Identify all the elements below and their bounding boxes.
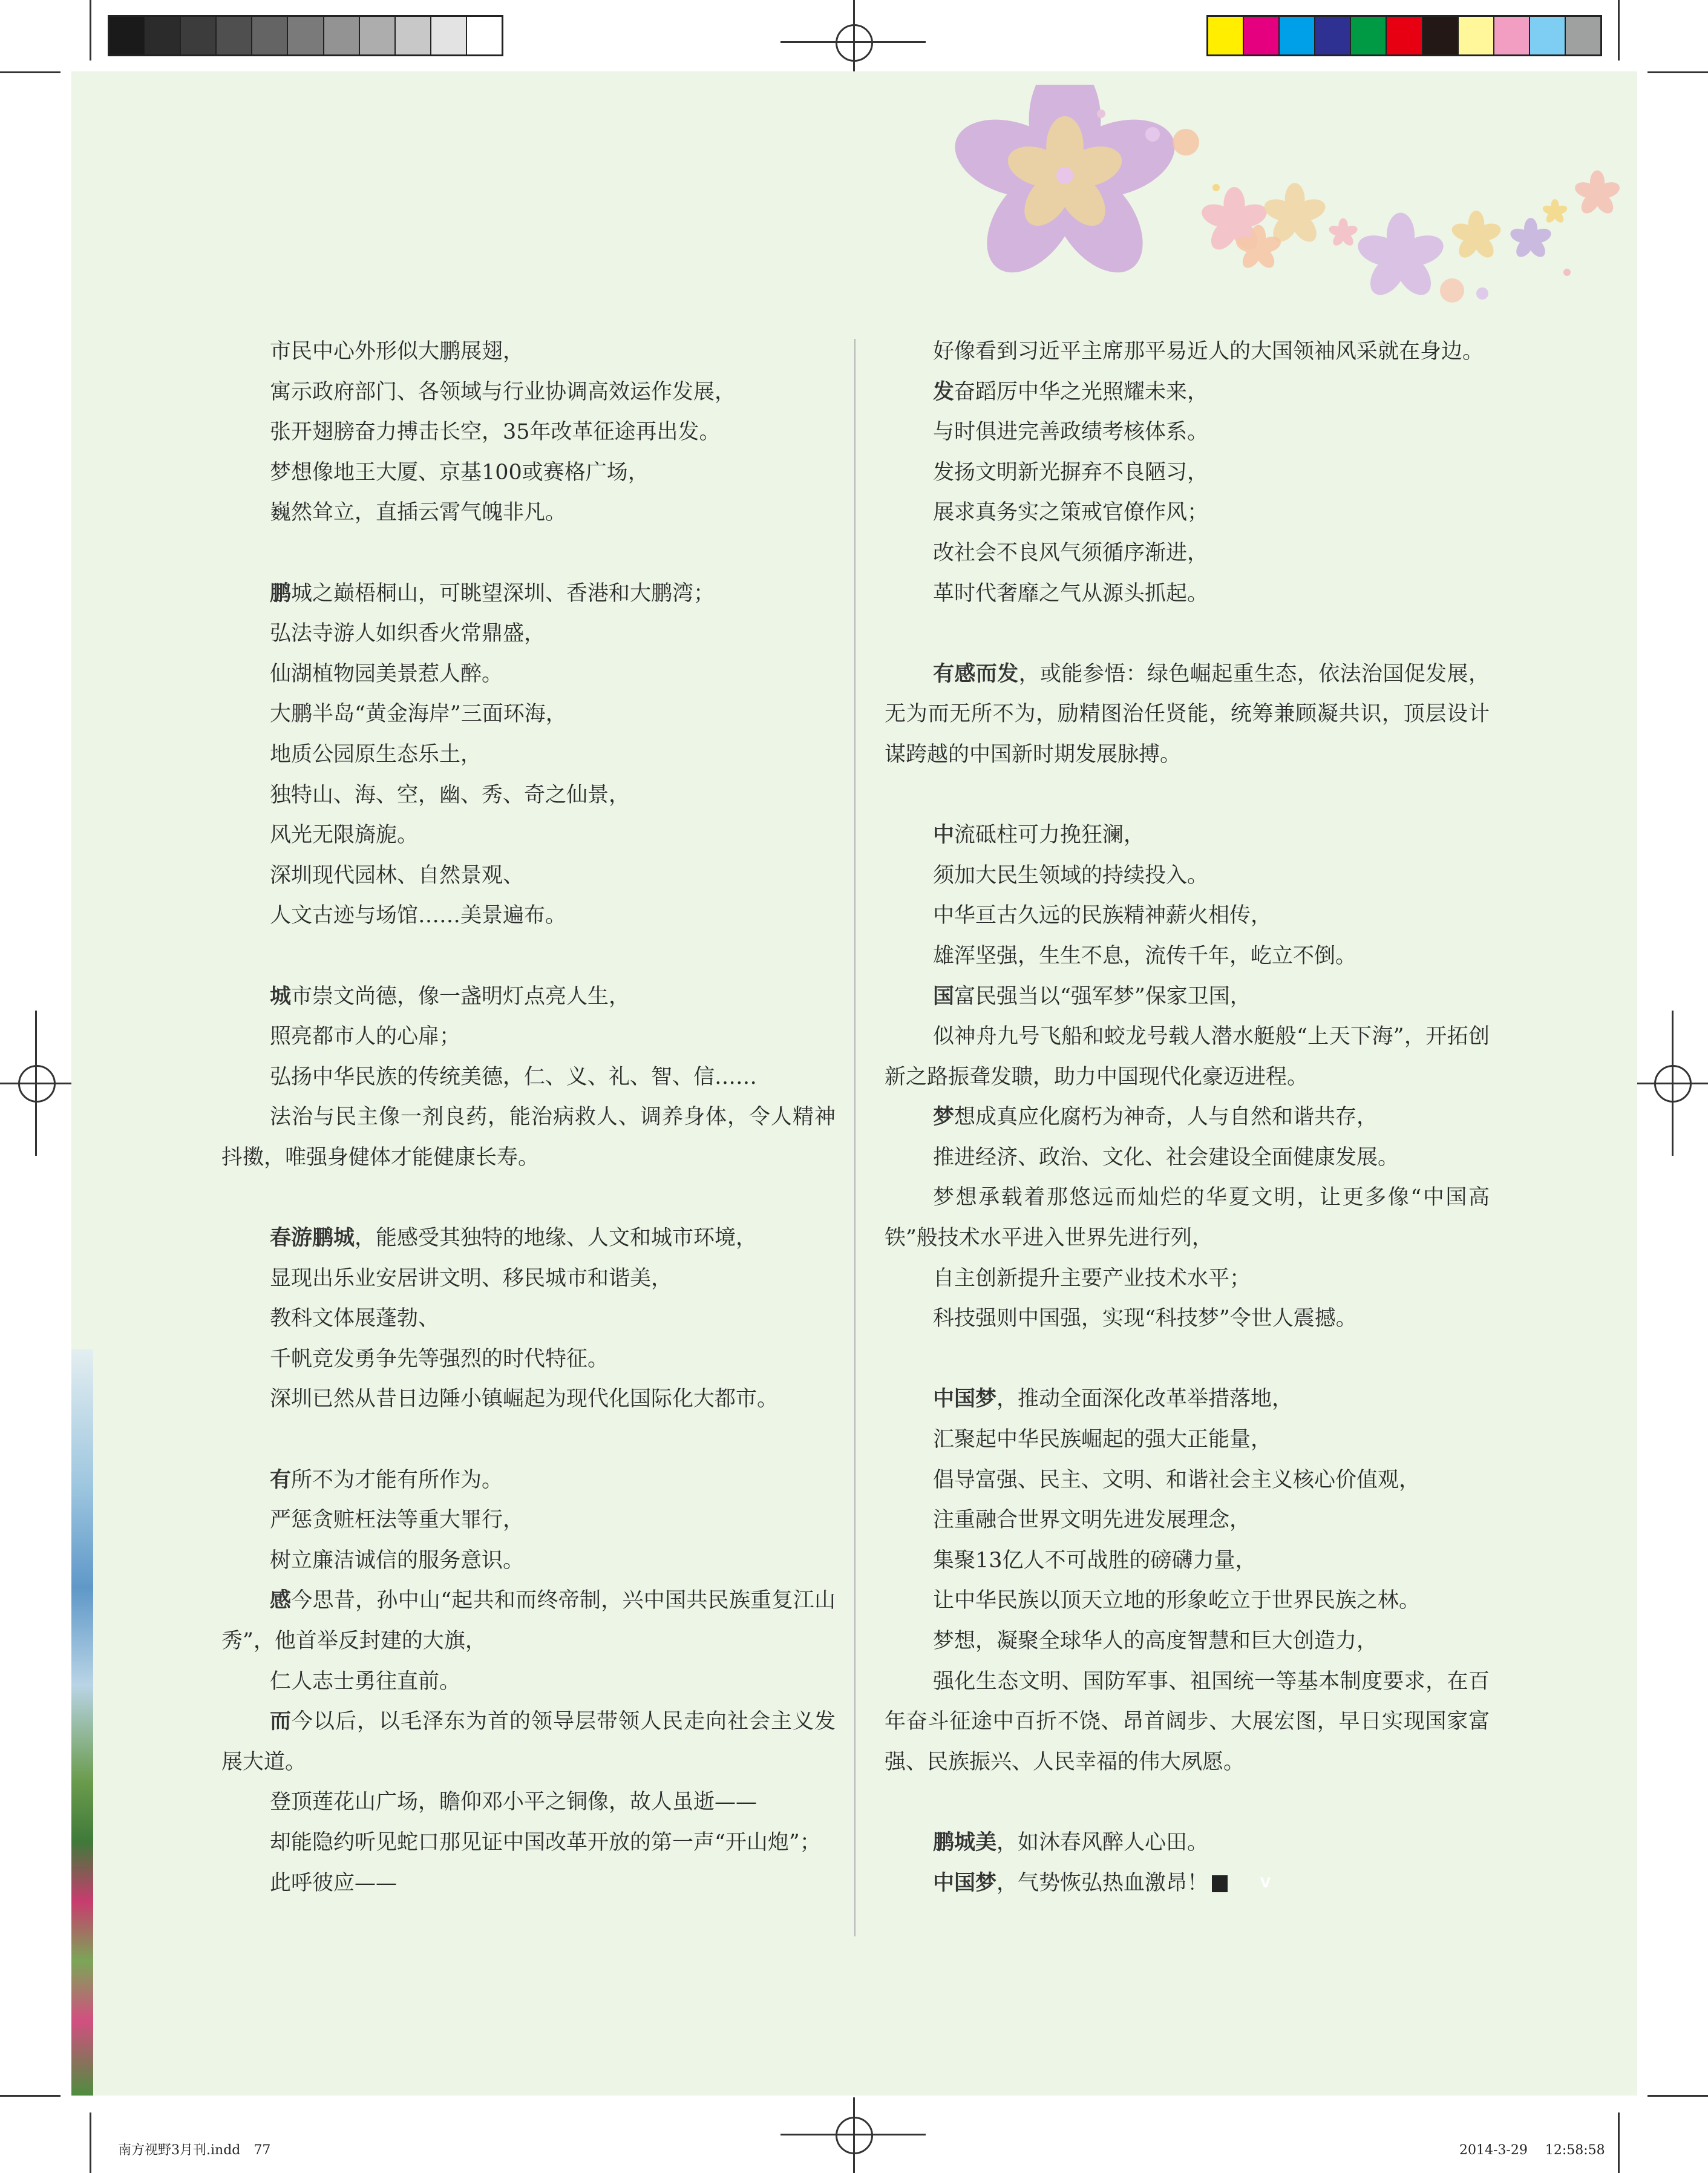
lead-emphasis: 中国梦 <box>933 1387 997 1412</box>
text-line <box>885 453 1490 493</box>
crop-mark <box>90 0 91 61</box>
line-text: 法治与民主像一剂良药，能治病救人、调养身体，令人精神抖擞，唯强身健体才能健康长寿。 <box>221 1105 836 1170</box>
text-line <box>885 1138 1490 1178</box>
calibration-swatch <box>110 17 145 54</box>
paragraph-gap <box>221 533 836 574</box>
line-text: 奋蹈厉中华之光照耀未来， <box>954 379 1209 404</box>
line-text: 梦想承载着那悠远而灿烂的华夏文明，让更多像“中国高铁”般技术水平进入世界先进行列， <box>885 1185 1490 1251</box>
left-text-column <box>221 332 836 1903</box>
text-line <box>221 372 836 413</box>
text-line <box>221 1218 836 1259</box>
line-text: ，或能参悟：绿色崛起重生态，依法治国促发展，无为而无所不为，励精图治任贤能，统筹兼顾凝共识，顶层设计谋跨越的中国新时期发展脉搏。 <box>885 661 1490 767</box>
text-line <box>221 856 836 896</box>
text-line <box>221 1460 836 1501</box>
text-line <box>221 977 836 1017</box>
text-line <box>221 1541 836 1581</box>
text-line <box>885 977 1490 1017</box>
line-text: 大鹏半岛“黄金海岸”三面环海， <box>270 702 567 727</box>
calibration-swatch <box>1494 17 1530 54</box>
line-text: 所不为才能有所作为。 <box>291 1467 503 1492</box>
line-text: 巍然耸立，直插云霄气魄非凡。 <box>270 500 567 525</box>
text-line <box>221 1581 836 1661</box>
text-line <box>885 1581 1490 1621</box>
lead-emphasis: 有感而发 <box>933 661 1019 686</box>
footer-file-info: 南方视野3月刊.indd 77 <box>118 2143 271 2158</box>
lead-emphasis: 中国梦 <box>933 1870 997 1895</box>
lead-emphasis: 城 <box>270 984 292 1009</box>
line-text: 仙湖植物园美景惹人醉。 <box>270 661 503 686</box>
calibration-swatch <box>1566 17 1600 54</box>
line-text: 登顶莲花山广场，瞻仰邓小平之铜像，故人虽逝—— <box>270 1790 757 1815</box>
line-text: 发扬文明新光摒弃不良陋习， <box>933 460 1209 485</box>
text-line <box>221 896 836 936</box>
text-line <box>221 735 836 775</box>
calibration-swatch <box>431 17 467 54</box>
text-line <box>885 1460 1490 1501</box>
line-text: 仁人志士勇往直前。 <box>270 1669 461 1694</box>
lead-emphasis: 春游鹏城 <box>270 1226 355 1251</box>
text-line <box>221 614 836 654</box>
line-text: 流砥柱可力挽狂澜， <box>954 823 1145 848</box>
line-text: 今以后，以毛泽东为首的领导层带领人民走向社会主义发展大道。 <box>221 1709 836 1774</box>
text-line <box>885 372 1490 413</box>
text-line <box>885 332 1490 372</box>
calibration-swatch <box>324 17 360 54</box>
text-line <box>885 1097 1490 1138</box>
line-text: 弘法寺游人如织香火常鼎盛， <box>270 621 546 646</box>
lead-emphasis: 有 <box>270 1467 292 1492</box>
text-line <box>221 453 836 493</box>
calibration-swatch <box>1208 17 1244 54</box>
text-line <box>885 1017 1490 1097</box>
line-text: 严惩贪赃枉法等重大罪行， <box>270 1508 525 1533</box>
line-text: ，推动全面深化改革举措落地， <box>996 1387 1294 1412</box>
lead-emphasis: 感 <box>270 1588 292 1613</box>
line-text: 照亮都市人的心扉； <box>270 1024 461 1049</box>
line-text: 自主创新提升主要产业技术水平； <box>933 1266 1251 1291</box>
text-line <box>221 1017 836 1057</box>
line-text: 想成真应化腐朽为神奇，人与自然和谐共存， <box>954 1105 1378 1130</box>
line-text: 城之巅梧桐山，可眺望深圳、香港和大鹏湾； <box>291 581 715 606</box>
text-line <box>885 1299 1490 1339</box>
calibration-swatch <box>217 17 252 54</box>
line-text: 教科文体展蓬勃、 <box>270 1306 440 1331</box>
line-text: ，气势恢弘热血激昂！ <box>996 1870 1209 1895</box>
column-divider <box>854 339 856 1936</box>
calibration-swatch <box>1459 17 1494 54</box>
text-line <box>885 815 1490 856</box>
line-text: 好像看到习近平主席那平易近人的大国领袖风采就在身边。 <box>933 339 1484 364</box>
line-text: 今思昔，孙中山“起共和而终帝制，兴中国共民族重复江山秀”，他首举反封建的大旗， <box>221 1588 836 1653</box>
line-text: 此呼彼应—— <box>270 1870 398 1895</box>
paragraph-gap <box>221 936 836 977</box>
text-line <box>221 1823 836 1863</box>
line-text: 弘扬中华民族的传统美德，仁、义、礼、智、信…… <box>270 1064 757 1089</box>
calibration-swatch <box>288 17 324 54</box>
text-line <box>885 896 1490 936</box>
line-text: 张开翅膀奋力搏击长空，35年改革征途再出发。 <box>270 420 721 445</box>
line-text: 市民中心外形似大鹏展翅， <box>270 339 525 364</box>
lead-emphasis: 鹏城美 <box>933 1830 997 1855</box>
line-text: 推进经济、政治、文化、社会建设全面健康发展。 <box>933 1145 1399 1170</box>
crop-mark <box>90 2112 91 2173</box>
registration-line <box>853 0 855 71</box>
text-line <box>221 1379 836 1420</box>
line-text: 树立廉洁诚信的服务意识。 <box>270 1548 525 1573</box>
end-mark-icon: V <box>1212 1875 1228 1892</box>
flower-decoration <box>944 85 1646 315</box>
line-text: 集聚13亿人不可战胜的磅礴力量， <box>933 1548 1257 1573</box>
line-text: 改社会不良风气须循序渐进， <box>933 540 1209 565</box>
text-line <box>221 1259 836 1299</box>
registration-line <box>780 41 926 43</box>
text-line <box>885 533 1490 574</box>
text-line <box>885 1500 1490 1541</box>
paragraph-gap <box>885 1782 1490 1823</box>
calibration-swatch <box>1315 17 1351 54</box>
text-line <box>885 1662 1490 1783</box>
side-photo-strip <box>71 1349 93 2096</box>
lead-emphasis: 而 <box>270 1709 292 1734</box>
line-text: 市崇文尚德，像一盏明灯点亮人生， <box>291 984 630 1009</box>
text-line <box>221 1097 836 1178</box>
line-text: 倡导富强、民主、文明、和谐社会主义核心价值观， <box>933 1467 1421 1492</box>
text-line <box>221 1339 836 1380</box>
footer-timestamp: 2014-3-29 12:58:58 <box>1459 2143 1605 2158</box>
text-line <box>221 574 836 614</box>
text-line <box>221 654 836 695</box>
line-text: 汇聚起中华民族崛起的强大正能量， <box>933 1427 1272 1452</box>
line-text: 梦想，凝聚全球华人的高度智慧和巨大创造力， <box>933 1629 1378 1653</box>
text-line <box>221 1702 836 1782</box>
text-line <box>221 493 836 533</box>
text-line <box>885 1823 1490 1863</box>
line-text: 却能隐约听见蛇口那见证中国改革开放的第一声“开山炮”； <box>270 1830 821 1855</box>
text-line <box>221 412 836 453</box>
line-text: 强化生态文明、国防军事、祖国统一等基本制度要求，在百年奋斗征途中百折不饶、昂首阔步、大展宏图，早日实现国家富强、民族振兴、人民幸福的伟大夙愿。 <box>885 1669 1490 1774</box>
line-text: 千帆竞发勇争先等强烈的时代特征。 <box>270 1346 609 1371</box>
crop-mark <box>1618 2112 1620 2173</box>
line-text: 深圳现代园林、自然景观、 <box>270 863 525 888</box>
text-line <box>885 1621 1490 1662</box>
calibration-swatch <box>145 17 181 54</box>
registration-line <box>1672 1011 1674 1156</box>
line-text: 中华亘古久远的民族精神薪火相传， <box>933 903 1272 928</box>
crop-mark <box>1647 2095 1708 2097</box>
text-line <box>221 1299 836 1339</box>
text-line <box>885 1379 1490 1420</box>
line-text: ，能感受其独特的地缘、人文和城市环境， <box>355 1226 757 1251</box>
text-line <box>885 1863 1490 1904</box>
registration-line <box>35 1011 37 1156</box>
lead-emphasis: 发 <box>933 379 955 404</box>
text-line <box>221 775 836 816</box>
line-text: 显现出乐业安居讲文明、移民城市和谐美， <box>270 1266 673 1291</box>
text-line <box>885 1259 1490 1299</box>
line-text: 人文古迹与场馆……美景遍布。 <box>270 903 567 928</box>
line-text: 富民强当以“强军梦”保家卫国， <box>954 984 1251 1009</box>
line-text: 雄浑坚强，生生不息，流传千年，屹立不倒。 <box>933 943 1357 968</box>
text-line <box>885 1178 1490 1258</box>
text-line <box>885 654 1490 775</box>
registration-line <box>780 2134 926 2135</box>
text-line <box>221 1662 836 1702</box>
calibration-swatch <box>1244 17 1280 54</box>
color-calibration-bar <box>1206 15 1602 56</box>
paragraph-gap <box>221 1178 836 1218</box>
text-line <box>885 936 1490 977</box>
calibration-swatch <box>1423 17 1459 54</box>
calibration-swatch <box>1351 17 1387 54</box>
calibration-swatch <box>1280 17 1315 54</box>
line-text: 注重融合世界文明先进发展理念， <box>933 1508 1251 1533</box>
line-text: 革时代奢靡之气从源头抓起。 <box>933 581 1209 606</box>
text-line <box>885 856 1490 896</box>
crop-mark <box>1647 71 1708 73</box>
text-line <box>221 694 836 735</box>
line-text: 科技强则中国强，实现“科技梦”令世人震撼。 <box>933 1306 1357 1331</box>
text-line <box>885 1420 1490 1460</box>
calibration-swatch <box>181 17 217 54</box>
line-text: 地质公园原生态乐土， <box>270 742 482 767</box>
line-text: 与时俱进完善政绩考核体系。 <box>933 420 1209 445</box>
text-line <box>221 1863 836 1904</box>
text-line <box>221 1500 836 1541</box>
paragraph-gap <box>885 1339 1490 1380</box>
crop-mark <box>1618 0 1620 61</box>
crop-mark <box>0 71 61 73</box>
text-line <box>221 1782 836 1823</box>
crop-mark <box>0 2095 61 2097</box>
calibration-swatch <box>252 17 288 54</box>
text-line <box>221 332 836 372</box>
calibration-swatch <box>1530 17 1566 54</box>
calibration-swatch <box>396 17 431 54</box>
lead-emphasis: 国 <box>933 984 955 1009</box>
text-line <box>885 1541 1490 1581</box>
line-text: 深圳已然从昔日边陲小镇崛起为现代化国际化大都市。 <box>270 1387 779 1412</box>
gray-calibration-bar <box>108 15 503 56</box>
paragraph-gap <box>221 1420 836 1460</box>
line-text: 让中华民族以顶天立地的形象屹立于世界民族之林。 <box>933 1588 1421 1613</box>
right-text-column <box>885 332 1490 1903</box>
line-text: ，如沐春风醉人心田。 <box>996 1830 1209 1855</box>
text-line <box>221 815 836 856</box>
calibration-swatch <box>1387 17 1422 54</box>
line-text: 寓示政府部门、各领域与行业协调高效运作发展， <box>270 379 736 404</box>
text-line <box>885 574 1490 614</box>
paragraph-gap <box>885 775 1490 816</box>
text-line <box>221 1057 836 1098</box>
lead-emphasis: 梦 <box>933 1105 955 1130</box>
line-text: 独特山、海、空，幽、秀、奇之仙景， <box>270 782 630 807</box>
paragraph-gap <box>885 614 1490 654</box>
line-text: 梦想像地王大厦、京基100或赛格广场， <box>270 460 649 485</box>
line-text: 展求真务实之策戒官僚作风； <box>933 500 1209 525</box>
lead-emphasis: 鹏 <box>270 581 292 606</box>
line-text: 须加大民生领域的持续投入。 <box>933 863 1209 888</box>
line-text: 似神舟九号飞船和蛟龙号载人潜水艇般“上天下海”，开拓创新之路振聋发聩，助力中国现代化豪迈进程。 <box>885 1024 1490 1089</box>
calibration-swatch <box>467 17 502 54</box>
line-text: 风光无限旖旎。 <box>270 823 419 848</box>
lead-emphasis: 中 <box>933 823 955 848</box>
calibration-swatch <box>360 17 396 54</box>
text-line <box>885 493 1490 533</box>
text-line <box>885 412 1490 453</box>
